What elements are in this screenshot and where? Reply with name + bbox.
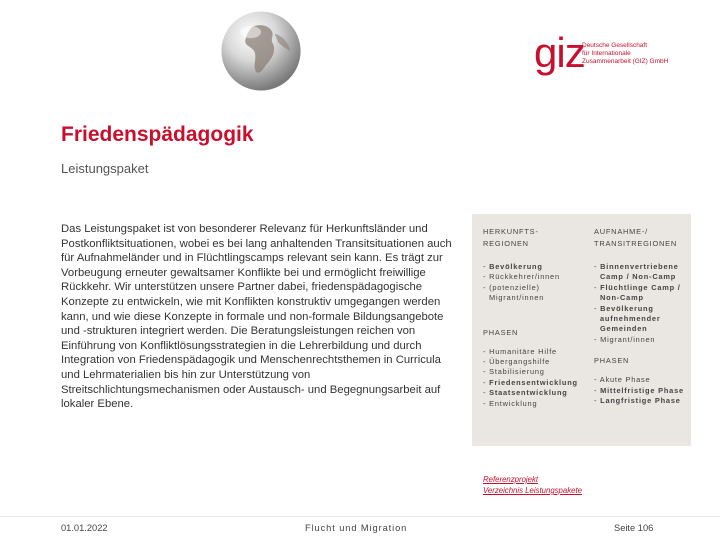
logo-line: für Internationale: [582, 50, 631, 57]
column-heading: HERKUNFTS- REGIONEN: [483, 227, 539, 248]
page-subtitle: Leistungspaket: [61, 161, 149, 176]
list-item-label: Humanitäre Hilfe: [489, 346, 557, 356]
target-group-list: [594, 262, 694, 345]
list-item-label: Langfristige Phase: [600, 396, 681, 406]
phases-heading: PHASEN: [483, 327, 519, 337]
list-item: - Friedensentwicklung: [483, 377, 578, 387]
list-item: - Übergangshilfe: [483, 357, 551, 367]
phase-list: [483, 347, 583, 409]
list-item: - Entwicklung: [483, 398, 538, 408]
list-item-label: Flüchtlinge Camp / Non-Camp: [600, 282, 681, 303]
list-item: - Migrant/innen: [594, 334, 656, 344]
list-item-label: Mittelfristige Phase: [600, 385, 684, 395]
list-item: - (potenzielle) Migrant/innen: [483, 282, 545, 303]
column-heading: AUFNAHME-/ TRANSITREGIONEN: [594, 227, 678, 248]
list-item-label: Stabilisierung: [489, 367, 545, 377]
link-list: [483, 474, 582, 496]
list-item-label: Bevölkerung: [489, 262, 543, 271]
list-item: - Akute Phase: [594, 375, 651, 385]
logo-line: Zusammenarbeit (GIZ) GmbH: [582, 58, 669, 65]
page-number: Seite 106: [614, 523, 654, 533]
list-item: - Humanitäre Hilfe: [483, 346, 557, 356]
reference-project-link[interactable]: Referenzprojekt: [483, 475, 539, 484]
list-item-label: (potenzielle) Migrant/innen: [489, 282, 545, 303]
list-item: - Rückkehrer/innen: [483, 272, 560, 282]
list-item-label: Staatsentwicklung: [489, 388, 568, 398]
description-text: Das Leistungspaket ist von besonderer Relevanz für Herkunftsländer und Postkonfliktsituationen, wobei es bei lang anhaltenden Transitsituationen auch für Aufnahmeländer und in Flüchtlingscamps relevant sein kann. Es trägt zur Vorbeugung erneuter gewaltsamer Konflikte bei und ermöglicht freiwillige Rückkehr. Wir unterstützen unsere Partner dabei, friedenspädagogische Konzepte zu entwickeln, wie mit Konflikten konstruktiv umgegangen werden kann, und wie diese Konzepte in formale und non-formale Bildungsangebote und -strukturen integriert werden. Die Beratungsleistungen reichen von Einführung von Konfliktlösungsstrategien in die Lehrerbildung und durch Integration von Friedenspädagogik und Menschenrechtsthemen in Curricula und Lehrmaterialien bis hin zur Unterstützung von Streitschlichtungsmechanismen oder Austausch- und Begegnungsarbeit auf lokaler Ebene.: [61, 223, 452, 411]
list-item: - Binnenvertriebene Camp / Non-Camp: [594, 262, 679, 282]
list-item: - Langfristige Phase: [594, 396, 681, 406]
footer-divider: [0, 516, 720, 517]
phase-list: [594, 375, 694, 406]
globe-image: [218, 8, 304, 94]
transit-regions-column: [594, 226, 694, 406]
logo-mark: giz: [534, 29, 585, 76]
footer-topic: Flucht und Migration: [305, 523, 408, 533]
list-item-label: Entwicklung: [489, 398, 538, 408]
list-item-label: Migrant/innen: [600, 334, 656, 344]
list-item: - Bevölkerung: [483, 262, 543, 271]
list-item-label: Akute Phase: [599, 375, 651, 385]
list-item: - Mittelfristige Phase: [594, 385, 684, 395]
logo-text: [582, 42, 668, 66]
list-item: - Staatsentwicklung: [483, 388, 568, 398]
list-item-label: Bevölkerung aufnehmender Gemeinden: [600, 303, 661, 334]
target-groups-panel: [472, 214, 691, 446]
target-group-list: [483, 262, 583, 304]
list-item-label: Übergangshilfe: [489, 357, 551, 367]
list-item: - Bevölkerung aufnehmender Gemeinden: [594, 303, 661, 334]
logo-line: Deutsche Gesellschaft: [582, 42, 648, 49]
list-item-label: Binnenvertriebene Camp / Non-Camp: [600, 262, 679, 282]
list-item: - Stabilisierung: [483, 367, 545, 377]
origin-regions-column: [483, 226, 583, 409]
list-item-label: Rückkehrer/innen: [489, 272, 560, 282]
list-item: - Flüchtlinge Camp / Non-Camp: [594, 282, 681, 303]
phases-heading: PHASEN: [594, 356, 630, 366]
footer-date: 01.01.2022: [61, 523, 108, 533]
page-title: Friedenspädagogik: [61, 123, 254, 146]
service-packages-index-link[interactable]: Verzeichnis Leistungspakete: [483, 486, 582, 495]
list-item-label: Friedensentwicklung: [489, 377, 578, 387]
